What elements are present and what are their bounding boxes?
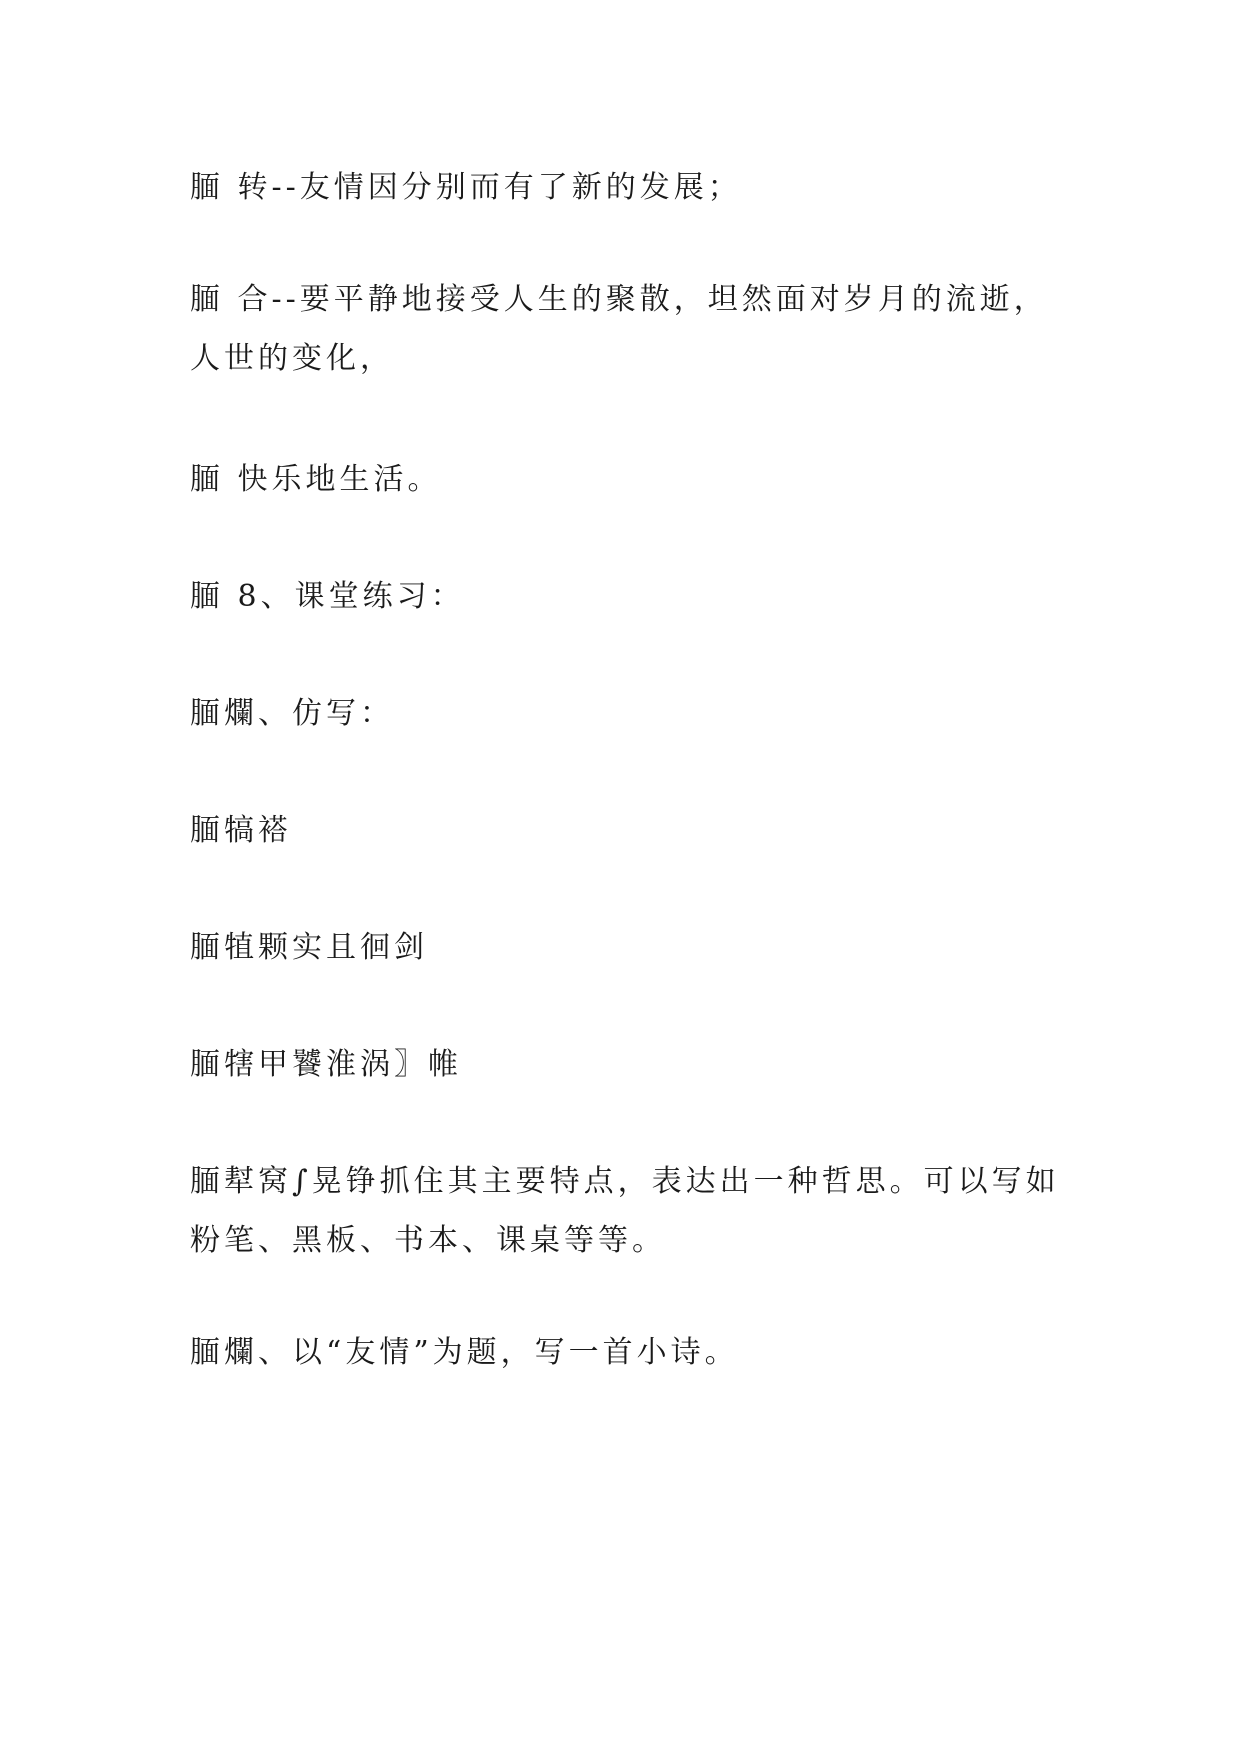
paragraph-7: 腼犆颗实且徊剑	[190, 930, 428, 965]
paragraph-2: 腼 合--要平静地接受人生的聚散，坦然面对岁月的流逝，人世的变化，	[190, 282, 1048, 376]
paragraph-10: 腼爛、以“友情”为题，写一首小诗。	[190, 1335, 739, 1370]
paragraph-9: 腼犎窝∫晃铮抓住其主要特点，表达出一种哲思。可以写如粉笔、黑板、书本、课桌等等。	[190, 1164, 1060, 1258]
paragraph-4: 腼 8、课堂练习：	[190, 579, 465, 614]
paragraph-1: 腼 转--友情因分别而有了新的发展；	[190, 170, 742, 205]
paragraph-3: 腼 快乐地生活。	[190, 462, 442, 497]
paragraph-6: 腼犒褡	[190, 813, 292, 848]
paragraph-5: 腼爛、仿写：	[190, 696, 394, 731]
paragraph-8: 腼犗甲饕淮涡〗帷	[190, 1047, 462, 1082]
